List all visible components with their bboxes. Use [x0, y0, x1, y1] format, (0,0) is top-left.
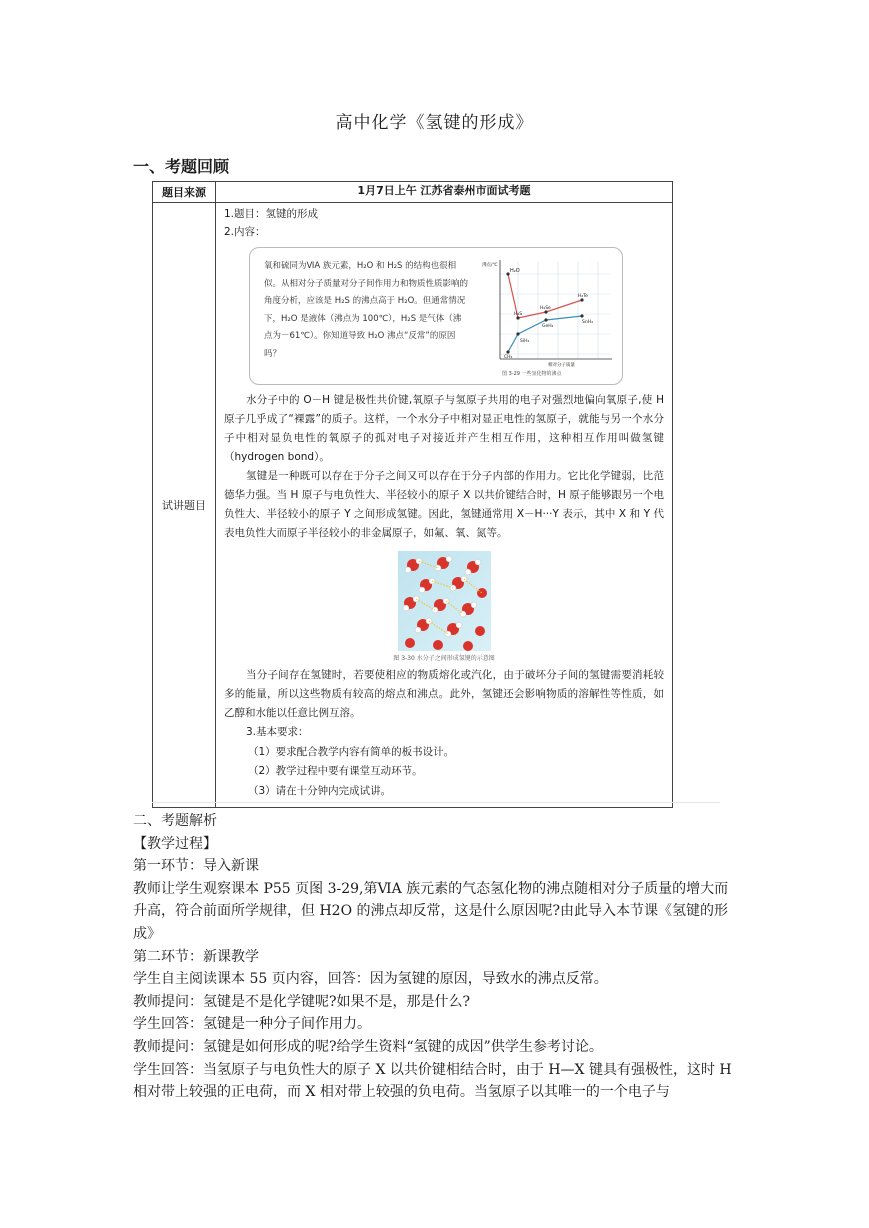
requirement-item-1: （1）要求配合教学内容有简单的板书设计。 — [248, 745, 455, 758]
teacher-question-2: 教师提问：氢键是如何形成的呢?给学生资料“氢键的成因”供学生参考讨论。 — [133, 1038, 603, 1055]
student-answer-1: 学生自主阅读课本 55 页内容，回答：因为氢键的原因，导致水的沸点反常。 — [133, 971, 608, 988]
chart-label-snh4: SnH₄ — [582, 320, 593, 325]
requirement-item-2: （2）教学过程中要有课堂互动环节。 — [248, 765, 423, 777]
section-heading-analysis: 二、考题解析 — [133, 813, 217, 829]
divider — [152, 802, 720, 803]
paragraph-oh-bond: 水分子中的 O－H 键是极性共价键,氧原子与氢原子共用的电子对强烈地偏向氧原子,使 H 原子几乎成了“裸露”的质子。这样，一个水分子中相对显正电性的氢原子，就能与另一个水分子中相对显负电性的氧原子的孤对电子对接近并产生相互作用，这种相互作用叫做氢键（hydrogen bond）。 — [224, 394, 664, 463]
textbook-excerpt-text: 氧和硫同为ⅥA 族元素，H₂O 和 H₂S 的结构也很相似。从相对分子质量对分子间作用力和物质性质影响的角度分析，应该是 H₂S 的沸点高于 H₂O。但通常情况下，H₂O 是液体（沸点为 100℃），H₂S 是气体（沸点为－61℃）。你知道导致 H₂O 沸点“反常”的原因吗？ — [264, 261, 469, 359]
table-header-row — [153, 182, 673, 203]
chart-x-label: 相对分子质量 — [548, 363, 575, 368]
step1-heading: 第一环节：导入新课 — [133, 858, 259, 875]
water-molecules-image — [398, 551, 491, 651]
step2-heading: 第二环节：新课教学 — [133, 948, 259, 965]
chart-label-ch4: CH₄ — [504, 355, 513, 360]
requirements-title: 3.基本要求： — [246, 726, 309, 738]
source-value: 1月7日上午 江苏省泰州市面试考题 — [216, 182, 673, 203]
textbook-excerpt — [249, 247, 623, 385]
source-label: 题目来源 — [153, 182, 216, 203]
step1-paragraph: 教师让学生观察课本 P55 页图 3-29,第ⅥA 族元素的气态氢化物的沸点随相对分子质量的增大而升高，符合前面所学规律，但 H2O 的沸点却反常，这是什么原因呢?由此导入本节课《氢键的形成》 — [133, 880, 729, 942]
topic-line: 1.题目：氢键的形成 — [224, 208, 319, 220]
topic-content — [216, 203, 673, 808]
chart-label-h2o: H₂O — [510, 268, 520, 274]
section-heading-review: 一、考题回顾 — [133, 157, 230, 176]
page-title: 高中化学《氢键的形成》 — [335, 113, 534, 133]
teacher-question-1: 教师提问：氢键是不是化学键呢?如果不是，那是什么? — [133, 993, 471, 1010]
teaching-process-heading: 【教学过程】 — [133, 835, 217, 852]
requirement-item-3: （3）请在十分钟内完成试讲。 — [248, 784, 392, 797]
boiling-point-chart — [478, 254, 616, 379]
content-line: 2.内容： — [224, 226, 266, 238]
water-molecules-icon — [398, 551, 491, 651]
paragraph-melting-point: 当分子间存在氢键时，若要使相应的物质熔化或汽化，由于破坏分子间的氢键需要消耗较多的能量，所以这些物质有较高的熔点和沸点。此外，氢键还会影响物质的溶解性等性质，如乙醇和水能以任意比例互溶。 — [224, 669, 664, 719]
paragraph-hydrogen-bond: 氢键是一种既可以存在于分子之间又可以存在于分子内部的作用力。它比化学键弱，比范德华力强。当 H 原子与电负性大、半径较小的原子 X 以共价键结合时，H 原子能够跟另一个电负性大、半径较小的原子 Y 之间形成氢键。因此，氢键通常用 X－H···Y 表示，其中 X 和 Y 代表电负性大而原子半径较小的非金属原子，如氟、氧、氮等。 — [224, 470, 664, 539]
chart-label-geh4: GeH₄ — [542, 324, 554, 329]
chart-caption: 图 3-29 一些氢化物的沸点 — [502, 371, 562, 377]
student-answer-3: 学生回答：当氢原子与电负性大的原子 X 以共价键相结合时，由于 H—X 键具有强极性，这时 H 相对带上较强的正电荷，而 X 相对带上较强的负电荷。当氢原子以其唯一的一个电子与 — [133, 1061, 732, 1101]
table-content-row — [153, 203, 673, 808]
exam-table — [152, 181, 673, 808]
topic-label: 试讲题目 — [153, 203, 216, 808]
chart-label-h2se: H₂Se — [540, 306, 551, 311]
analysis-body — [133, 810, 741, 1104]
chart-label-h2te: H₂Te — [578, 294, 588, 299]
student-answer-2: 学生回答：氢键是一种分子间作用力。 — [133, 1016, 371, 1033]
figure-caption: 图 3-30 水分子之间形成氢键的示意图 — [393, 655, 495, 662]
chart-label-h2s: H₂S — [514, 312, 523, 317]
chart-label-sih4: SiH₄ — [520, 339, 530, 344]
chart-y-label: 沸点/℃ — [482, 263, 498, 268]
